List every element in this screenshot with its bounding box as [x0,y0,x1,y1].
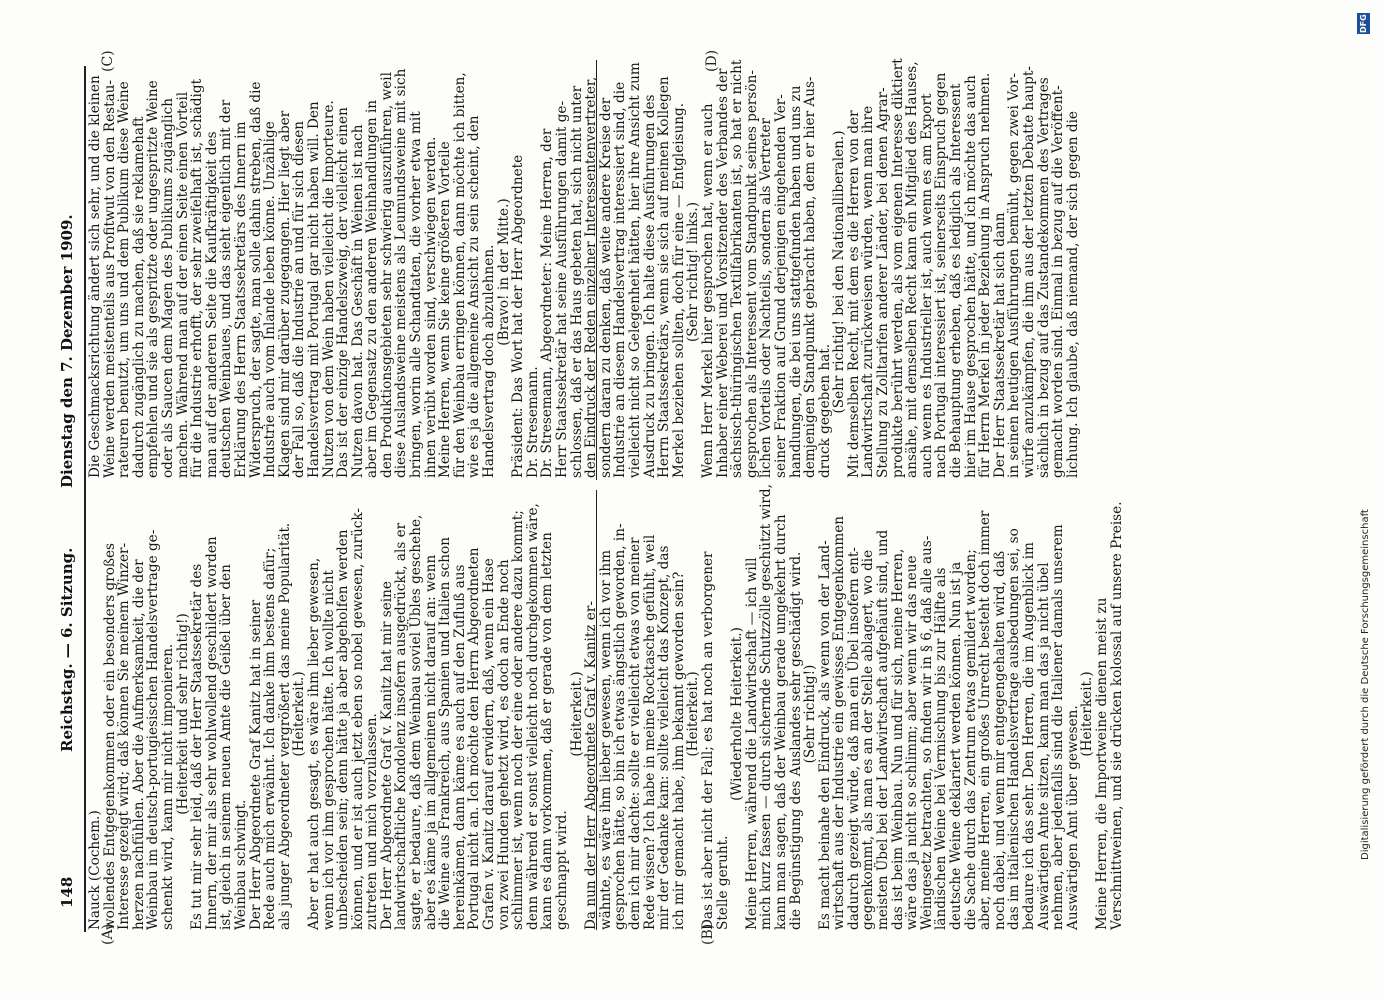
text-line: Da nun der Herr Abgeordnete Graf v. Kanitz er- [583,601,600,930]
text-line: Handelsvertrag doch abzulehnen. [481,244,498,478]
text-line: sächsisch-thüringischen Textilfabrikanten ist, so hat er nicht [729,59,746,478]
text-line: bedaure ich das sehr. Den Herren, die im Augenblick im [1021,542,1037,930]
text-line: Innern, der mir als sehr wohlwollend geschildert worden [203,536,220,930]
header-right-title: Dienstag den 7. Dezember 1909. [58,214,76,488]
text-line: Industrie an diesem Handelsvertrag interessiert sind, die [612,81,629,478]
text-line: Meine Herren, während die Landwirtschaft — ich will [743,557,760,930]
margin-mark-c: (C) [100,50,116,72]
text-line: Das ist aber nicht der Fall; es hat noch an verborgener [699,551,716,930]
text-line: Mit demselben Recht, mit dem es die Herren von der [845,110,862,478]
text-line: Dr. Stresemann, Abgeordneter: Meine Herren, der [539,128,556,478]
text-line: wie es ja die allgemeine Ansicht zu sein scheint, den [466,115,483,478]
text-line: produkte berührt werden, als vom eigenen Interesse diktiert [889,58,906,478]
text-line: mich kurz fassen — durch sichernde Schutzzölle geschützt wird, [758,484,775,930]
text-line: wollendes Entgegenkommen oder ein besonders großes [101,543,118,930]
text-line: Handelsvertrag mit Portugal gar nicht haben will. Den [305,101,322,478]
text-line: kann es dann vorkommen, daß er gerade von dem letzten [539,532,556,930]
text-line: sächlich in bezug auf das Zustandekommen des Vertrages [1035,77,1052,478]
text-line: Stellung zu Zolltarifen anderer Länder, bei denen Agrar- [875,87,892,478]
text-line: Rede auch mich erwähnt. Ich danke ihm bestens dafür; [262,547,279,930]
text-line: handlungen, die bei uns stattgefunden haben und uns zu [787,85,804,478]
text-line: Die Geschmacksrichtung ändert sich sehr, und die kleinen [87,75,103,478]
text-line: Nauck (Cochem.) [87,810,103,930]
text-line: Weinbau schwingt. [232,799,249,930]
text-line: Der Herr Abgeordnete Graf Kanitz hat in seiner [247,599,264,930]
text-line: schlossen, daß er das Haus gebeten hat, sich nicht unter [568,85,585,478]
text-line: Aber er hat auch gesagt, es wäre ihm lieber gewesen, [305,557,322,930]
text-line: geschnappt wird. [554,810,570,930]
text-line: noch dabei, und wenn mir entgegengehalten wird, daß [991,550,1008,930]
text-line: den Eindruck der Reden einzelner Interessentenvertreter, [583,76,600,478]
text-line: (Sehr richtig!) [802,664,819,764]
text-line: druck gegeben hat. [816,343,833,478]
text-line: hereinkämen, dann käme es auch auf den Zufluß aus [451,564,468,930]
text-line: würfe anzukämpfen, die ihm aus der letzten Debatte haupt- [1021,66,1037,478]
text-line: Weinbau im deutsch-portugiesischen Handelsvertrage ge- [145,529,162,930]
text-line: können, und er ist auch jetzt eben so nobel gewesen, zurück- [349,507,366,930]
text-line: für Herrn Merkel in jeder Beziehung in Anspruch nehmen. [977,72,994,478]
text-line: gesprochen hätte, so bin ich etwas ängstlich geworden, in- [612,523,629,930]
text-line: wirtschaft aus der Industrie ein gewisses Entgegenkommen [831,515,848,930]
text-line: sondern daran zu denken, daß weite andere Kreise der [597,97,614,478]
text-line: sagte, er bedaure, daß dem Weinbau soviel Übles geschehe, [408,514,425,930]
text-line: wäre das ja nicht so schlimm; aber wenn wir das neue [904,555,921,930]
text-line: landwirtschaftliche Kondolenz insofern ausgedrückt, als er [393,522,410,930]
text-line: wenn ich vor ihm gesprochen hätte. Ich wollte nicht [320,570,337,930]
text-line: Portugal nicht an. Ich möchte den Herrn Abgeordneten [466,547,483,930]
text-line: (Bravo! in der Mitte.) [495,198,512,346]
text-line: die Behauptung erheben, daß es lediglich als Interessent [948,83,965,478]
text-line: Stelle geruht. [714,835,731,930]
margin-mark-b: (B) [700,923,716,945]
text-line: denn während er sonst vielleicht noch durchgekommen wäre, [524,503,541,930]
text-line: aber im Gegensatz zu den anderen Weinhandlungen in [364,99,381,478]
text-line: Inhaber einer Weberei und Vorsitzender des Verbandes der [714,68,731,478]
text-line: hier im Hause gesprochen hätte, und ich möchte das auch [962,75,979,478]
text-line: ich mir gemacht habe, ihm bekannt geworden sein? [670,571,687,930]
text-line: Widerspruch, der sagte, man solle dahin streben, daß die [247,81,264,478]
text-line: (Sehr richtig! bei den Nationalliberalen.) [831,130,848,414]
text-line: ihnen verübt worden sind, verschwiegen werden. [422,136,439,478]
text-line: rateuren benutzt, um uns und dem Publikum diese Weine [116,81,133,478]
text-line: für die Industrie erhofft, der sehr zweifelhaft ist, schädigt [189,78,206,478]
text-line: gesprochen als Interessent vom Standpunkt seines persön- [743,70,760,478]
text-line: machen. Während man auf der einen Seite einen Vorteil [174,91,191,478]
text-line: Herrn Staatssekretärs, wenn sie sich auf meinen Kollegen [656,76,673,478]
text-line: man auf der anderen Seite die Kaufkräftigkeit des [203,131,220,478]
text-line: (Heiterkeit.) [568,671,585,757]
text-line: kann man sagen, daß der Weinbau gerade umgekehrt durch [772,514,789,930]
text-line: Herr Staatssekretär hat seine Ausführungen damit ge- [554,100,570,478]
text-line: Merkel beziehen sollten, doch für eine — Entgleisung. [670,102,687,478]
text-line: lichung. Ich glaube, daß niemand, der sich gegen die [1064,111,1081,478]
text-line: dadurch gezeigt würde, daß man ein Übel insofern ent- [845,547,862,930]
text-line: Grafen v. Kanitz darauf erwidern, daß, wenn ein Hase [481,558,498,930]
text-line: (Heiterkeit.) [1079,671,1096,757]
text-line: das im italienischen Handelsvertrage ausbedungen sei, so [1006,528,1023,930]
text-line: ansähe, mit demselben Recht kann ein Mitglied des Hauses, [904,61,921,478]
text-line: ländischen Weine bei Vermischung bis zur Hälfte als [933,567,950,930]
text-line: lichen Vorteils oder Nachteils, sondern als Vertreter [758,118,775,478]
text-line: die Begünstigung des Auslandes sehr geschädigt wird. [787,551,804,930]
margin-mark-a: (A) [100,923,116,945]
text-line: das ist beim Weinbau. Nun und für sich, meine Herren, [889,548,906,930]
text-line: Rede wissen? Ich habe in meine Rocktasche gefühlt, weil [641,534,658,930]
text-line: vielleicht nicht so Gelegenheit hätten, hier ihre Ansicht zum [626,62,643,478]
text-line: deutsche Weine deklariert werden können. Nun ist ja [948,561,965,930]
text-line: nehmen, aber jedenfalls sind die Italiener damals unserem [1050,524,1067,930]
text-line: dem ich mir dachte: sollte er vielleicht etwas von meiner [626,537,643,930]
text-line: Ausdruck zu bringen. Ich halte diese Ausführungen des [641,94,658,478]
text-line: mir der Gedanke kam: sollte vielleicht das Konzept, das [656,545,673,930]
text-line: Weine werden meistenteils aus Profitwut von den Restau- [101,79,118,478]
text-line: Klagen sind mir darüber zugegangen. Hier liegt aber [276,110,293,478]
text-line: Landwirtschaft zurückweisen würden, wenn man ihre [860,105,877,478]
text-column-left [87,484,1125,930]
text-line: für den Weinbau erringen können, dann möchte ich bitten, [451,72,468,478]
text-line: Erklärung des Herrn Staatssekretärs des Innern im [232,121,249,478]
text-line: herzen nachfühlen. Aber die Aufmerksamkeit, die der [130,559,147,930]
text-line: Es macht beinahe den Eindruck, als wenn von der Land- [816,540,833,930]
text-line: ist, gleich in seinem neuen Amte die Geißel über den [218,564,235,930]
text-line: Auswärtigen Amte sitzen, kann man das ja nicht übel [1035,562,1052,930]
text-line: Industrie auch vom Inlande leben könne. Unzählige [262,121,279,478]
text-line: Es tut mir sehr leid, daß der Herr Staatssekretär des [189,563,206,930]
text-line: auch wenn es Industrieller ist, auch wenn es am Export [918,93,935,478]
text-line: nach Portugal interessiert ist, seinerseits Einspruch gegen [933,72,950,478]
text-line: (Heiterkeit.) [685,671,702,757]
text-line: Präsident: Das Wort hat der Herr Abgeordnete [510,154,527,478]
text-line: Nutzen davon hat. Das Geschäft in Weinen ist nach [349,124,366,478]
text-line: Dr. Stresemann. [524,366,541,478]
text-line: Verschnittweinen, und sie drücken kolossal auf unsere Preise. [1108,501,1125,930]
text-line: Meine Herren, wenn Sie keine größeren Vorteile [437,141,454,478]
text-line: die Sache durch das Zentrum etwas gemildert worden; [962,549,979,930]
text-line: empfehlen und sie als gespritzte oder ungespritzte Weine [145,80,162,478]
text-line: (Heiterkeit und sehr richtig!) [174,613,191,815]
text-column-right [87,58,1081,478]
text-line: Nutzen von dem Wein haben vielleicht die Importeure. [320,100,337,478]
text-line: als junger Abgeordneter vergrößert das meine Popularität. [276,522,293,930]
text-line: demjenigen Standpunkt gebracht haben, dem er hier Aus- [802,76,819,478]
text-line: Interesse gezeigt wird; daß können Sie meinem Winzer- [116,542,133,930]
text-line: deutschen Weinbaues, und das sieht eigentlich mit der [218,99,235,478]
text-line: wähnte, es wäre ihm lieber gewesen, wenn ich vor ihm [597,549,614,930]
text-line: Weingesetz betrachten, so finden wir in § 6, daß alle aus- [918,535,935,930]
text-line: seiner Fraktion auf Grund derjenigen eingehenden Ver- [772,94,789,478]
text-line: (Wiederholte Heiterkeit.) [729,627,746,801]
text-line: Der Herr Staatssekretär hat sich dann [991,212,1008,478]
text-line: diese Auslandsweine meistens als Leumundsweine mit sich [393,68,410,478]
text-line: der Fall so, daß die Industrie an und für sich diesen [291,120,308,478]
text-line: (Heiterkeit.) [291,671,308,757]
text-line: schlimmer ist, wenn noch der eine oder andere dazu kommt; [510,510,527,930]
header-rule [84,66,86,932]
text-line: bringen, worin alle Schandtaten, die vorher etwa mit [408,111,425,478]
text-line: oder als Saucen dem Magen des Publikums zugänglich [159,98,176,478]
text-line: in seinen heutigen Ausführungen bemüht, gegen zwei Vor- [1006,73,1023,478]
text-line: Der Herr Abgeordnete Graf v. Kanitz hat mir seine [378,581,395,930]
text-line: meisten Übel bei der Landwirtschaft aufgehäuft sind, und [875,529,892,930]
text-line: schenkt wird, kann mir nicht imponieren. [159,643,176,930]
text-line: aber es käme ja im allgemeinen nicht darauf an: wenn [422,554,439,930]
text-line: gemacht worden sind. Einmal in bezug auf die Veröffent- [1050,85,1067,478]
margin-mark-d: (D) [704,49,720,72]
digitization-note: Digitalisierung gefördert durch die Deutsche Forschungsgemeinschaft [1360,509,1371,860]
text-line: Auswärtigen Amt über gewesen. [1064,705,1081,930]
text-line: die Weine aus Frankreich, aus Spanien und Italien schon [437,537,454,930]
text-line: von zwei Hunden gehetzt wird, es doch an Ende noch [495,559,512,930]
page-number: 148 [58,876,76,908]
text-line: dadurch zugänglich zu machen, daß sie reklamehaft [130,116,147,478]
text-line: zutreten und mich vorzulassen. [364,713,381,930]
text-line: Wenn Herr Merkel hier gesprochen hat, wenn er auch [699,103,716,478]
text-line: Das ist der einzige Handelszweig, der vielleicht einen [335,107,352,478]
text-line: gegenkommt, als man es an der Stelle ablagert, wo die [860,549,877,930]
text-line: unbescheiden sein; denn hätte ja aber abgeholfen werden [335,529,352,930]
text-line: (Sehr richtig! links.) [685,201,702,343]
header-left-title: Reichstag. — 6. Sitzung. [58,547,76,752]
text-line: aber, meine Herren, ein großes Unrecht besteht doch immer [977,510,994,930]
text-line: Meine Herren, die Importweine dienen meist zu [1093,597,1110,930]
dfg-logo: DFG [1359,14,1368,33]
text-line: den Produktionsgebieten sehr schwierig auszuführen, weil [378,72,395,478]
